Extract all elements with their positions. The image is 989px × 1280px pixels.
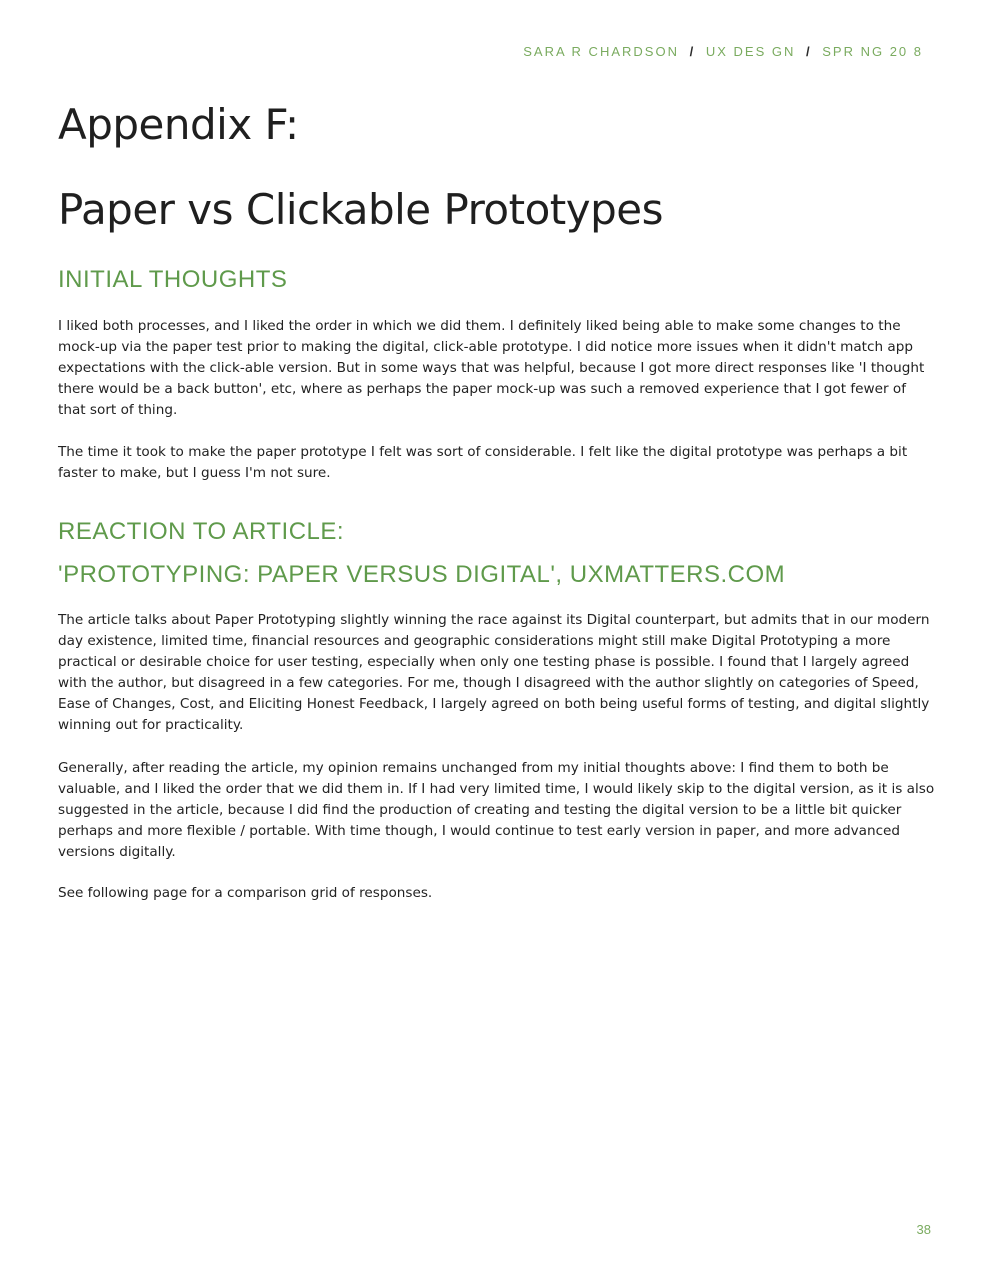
header-author: SARA R CHARDSON: [523, 44, 679, 59]
initial-thoughts-paragraph: The time it took to make the paper prototype I felt was sort of considerable. I felt like the digital prototype was perhaps a bit faster to make, but I guess I'm not sure.: [58, 444, 908, 481]
reaction-paragraph: Generally, after reading the article, my opinion remains unchanged from my initial thoughts above: I find them to both be valuable, and I liked the order that we did them in. If I had very limited time, I would likely skip to the digital version, as it is also suggested in the article, because I did find the production of creating and testing the digital version to be a little bit quicker perhaps and more flexible / portable. With time though, I would continue to test early version in paper, and more advanced versions digitally.: [58, 760, 935, 860]
running-header: [523, 44, 923, 59]
header-separator: /: [689, 44, 696, 59]
page-number: 38: [916, 1222, 931, 1237]
initial-thoughts-paragraph: I liked both processes, and I liked the order in which we did them. I definitely liked being able to make some changes to the mock-up via the paper test prior to making the digital, click-able prototype. I did notice more issues when it didn't match app expectations with the click-able version. But in some ways that was helpful, because I got more direct responses like 'I thought there would be a back button', etc, where as perhaps the paper mock-up was such a removed experience that I got fewer of that sort of thing.: [58, 318, 925, 418]
page-title-line-2: Paper vs Clickable Prototypes: [58, 185, 663, 234]
reaction-heading-line-2: 'PROTOTYPING: PAPER VERSUS DIGITAL', UXMATTERS.COM: [58, 561, 786, 588]
page-title-line-1: Appendix F:: [58, 100, 299, 149]
header-term: SPR NG 20 8: [822, 44, 923, 59]
reaction-paragraph: The article talks about Paper Prototyping slightly winning the race against its Digital counterpart, but admits that in our modern day existence, limited time, financial resources and geographic considerations might still make Digital Prototyping a more practical or desirable choice for user testing, especially when only one testing phase is possible. I found that I largely agreed with the author, but disagreed in a few categories. For me, though I disagreed with the author slightly on categories of Speed, Ease of Changes, Cost, and Eliciting Honest Feedback, I largely agreed on both being useful forms of testing, and digital slightly winning out for practicality.: [58, 612, 930, 733]
header-course: UX DES GN: [705, 44, 796, 59]
reaction-heading-line-1: REACTION TO ARTICLE:: [58, 518, 345, 545]
initial-thoughts-heading: INITIAL THOUGHTS: [58, 266, 288, 293]
header-separator: /: [805, 44, 812, 59]
reaction-paragraph: See following page for a comparison grid of responses.: [58, 885, 433, 901]
